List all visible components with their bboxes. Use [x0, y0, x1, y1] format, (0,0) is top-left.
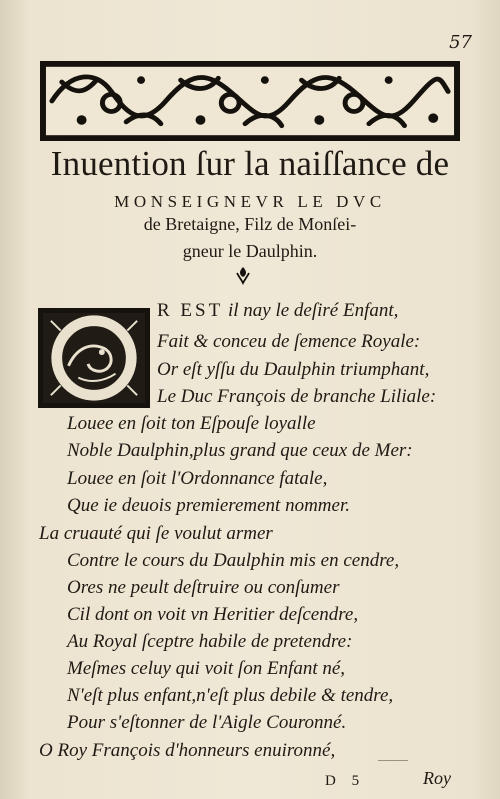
page-title: Inuention ſur la naiſſance de [50, 144, 450, 183]
poem-line: La cruauté qui ſe voulut armer [39, 523, 273, 544]
subtitle-line-2: de Bretaigne, Filz de Monſei- [143, 214, 357, 234]
fleuron-icon [233, 265, 253, 285]
poem-line: Au Royal ſceptre habile de pretendre: [67, 631, 353, 652]
poem-line: Louee en ſoit ton Eſpouſe loyalle [67, 413, 316, 434]
poem-line: Cil dont on voit vn Heritier deſcendre, [67, 604, 359, 625]
poem-line: Pour s'eſtonner de l'Aigle Couronné. [67, 712, 347, 733]
first-line-caps: R EST [157, 300, 224, 321]
poem-line: N'eſt plus enfant,n'eſt plus debile & tendre, [67, 685, 394, 706]
poem-first-line [157, 300, 398, 322]
poem-line: Or eſt yſſu du Daulphin triumphant, [157, 359, 430, 380]
page-number: 57 [449, 32, 472, 53]
signature-mark: D 5 [325, 773, 366, 789]
printer-rule [378, 760, 408, 764]
subtitle-line-1: MONSEIGNEVR LE DVC [114, 192, 386, 211]
poem-line: Ores ne peult deſtruire ou conſumer [67, 577, 340, 598]
poem-line: Que ie deuois premierement nommer. [67, 495, 350, 516]
ornamental-headpiece [40, 61, 460, 141]
poem-line: Louee en ſoit l'Ordonnance fatale, [67, 468, 328, 489]
poem-line: Meſmes celuy qui voit ſon Enfant né, [67, 658, 346, 679]
decorated-initial-icon [38, 308, 150, 408]
poem-line: Le Duc François de branche Liliale: [157, 386, 437, 407]
subtitle-line-3: gneur le Daulphin. [182, 241, 318, 261]
poem-line: Fait & conceu de ſemence Royale: [157, 331, 421, 352]
poem-line: O Roy François d'honneurs enuironné, [39, 740, 336, 761]
poem-line: Noble Daulphin,plus grand que ceux de Mer: [67, 440, 413, 461]
first-line-rest: il nay le deſiré Enfant, [227, 300, 399, 321]
catchword: Roy [423, 768, 451, 788]
poem-line: Contre le cours du Daulphin mis en cendre, [67, 550, 400, 571]
